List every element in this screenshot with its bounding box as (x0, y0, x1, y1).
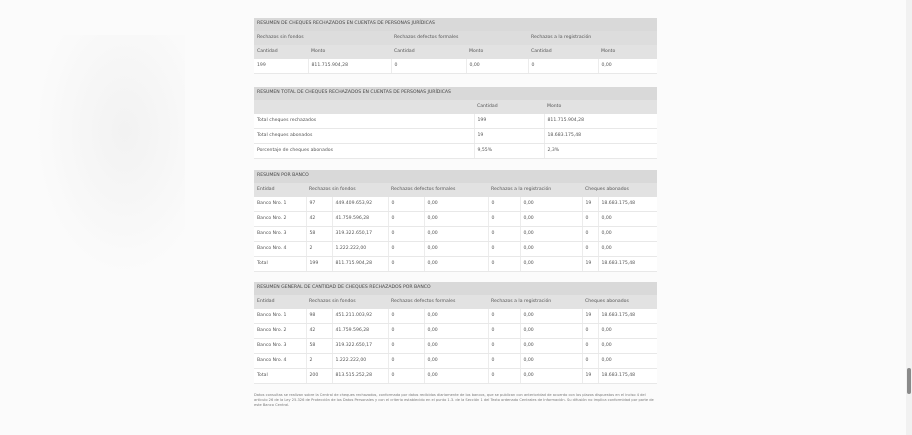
cell: 0 (388, 324, 424, 339)
row-label: Total (254, 369, 306, 384)
column-header: Rechazos sin fondos (306, 295, 388, 309)
table-row (254, 144, 657, 159)
cell: 0 (488, 242, 520, 257)
column-header: Monto (544, 100, 657, 114)
cell: 58 (306, 339, 332, 354)
row-label: Banco Nro. 3 (254, 227, 306, 242)
cell: 0 (582, 339, 598, 354)
cell: 0,00 (520, 257, 582, 272)
row-label: Total (254, 257, 306, 272)
section-title: RESUMEN GENERAL DE CANTIDAD DE CHEQUES RECHAZADOS POR BANCO (254, 282, 657, 295)
row-label: Banco Nro. 4 (254, 242, 306, 257)
row-label: Porcentaje de cheques abonados (254, 144, 474, 159)
table-row (254, 114, 657, 129)
cell: 319.322.650,17 (332, 339, 388, 354)
cell: 0 (388, 197, 424, 212)
cell: 0 (488, 354, 520, 369)
table-row (254, 129, 657, 144)
column-header: Monto (308, 45, 391, 59)
cell: 0 (388, 227, 424, 242)
footnote-text: Datos consultas se realizan sobre la Central de cheques rechazados, conformada por datos recibidos diariamente de los bancos, que se publican con anterioridad de acuerdo con los plazos dispuestos en el inciso 4 del artículo 26 de la Ley 25.326 de Protección de los Datos Personales y con el criterio establecido en el punto 1.3. de la Sección 1 del Texto ordenado Centrales de Información. Su difusión no implica conformidad por parte de este Banco Central. (254, 393, 654, 407)
cell: 19 (582, 197, 598, 212)
cell: 0 (388, 339, 424, 354)
cell: 199 (306, 257, 332, 272)
cell: 0,00 (598, 354, 657, 369)
cell: 98 (306, 309, 332, 324)
cell: 199 (474, 114, 544, 129)
cell: 0 (582, 227, 598, 242)
table-row (254, 354, 657, 369)
row-label: Banco Nro. 1 (254, 309, 306, 324)
cell: 0 (388, 212, 424, 227)
row-label: Banco Nro. 1 (254, 197, 306, 212)
group-header: Rechazos a la registración (528, 31, 657, 45)
cell: 19 (582, 309, 598, 324)
column-header: Rechazos sin fondos (306, 183, 388, 197)
cell: 811.715.904,28 (332, 257, 388, 272)
cell: 19 (582, 369, 598, 384)
table-row (254, 309, 657, 324)
cell: 449.409.653,92 (332, 197, 388, 212)
table-row-total (254, 257, 657, 272)
table-row (254, 197, 657, 212)
cell: 2 (306, 242, 332, 257)
cell: 0 (391, 59, 466, 74)
cell: 0 (388, 242, 424, 257)
table-summary-by-bank (254, 170, 657, 272)
cell: 18.683.175,48 (544, 129, 657, 144)
cell: 0,00 (424, 309, 488, 324)
cell: 0,00 (520, 369, 582, 384)
cell: 1.222.222,00 (332, 354, 388, 369)
cell: 0,00 (598, 212, 657, 227)
cell: 0,00 (598, 339, 657, 354)
table-row (254, 59, 657, 74)
table-summary-rejected (254, 18, 657, 74)
cell: 2 (306, 354, 332, 369)
cell: 199 (254, 59, 308, 74)
cell: 0 (388, 257, 424, 272)
cell: 41.759.596,28 (332, 324, 388, 339)
cell: 0,00 (598, 59, 657, 74)
cell: 0,00 (424, 212, 488, 227)
cell: 0,00 (520, 339, 582, 354)
cell: 0,00 (520, 242, 582, 257)
cell: 0 (488, 197, 520, 212)
row-label: Total cheques rechazados (254, 114, 474, 129)
cell: 2,3% (544, 144, 657, 159)
cell: 0 (488, 369, 520, 384)
group-header: Rechazos sin fondos (254, 31, 391, 45)
cell: 19 (582, 257, 598, 272)
cell: 0,00 (466, 59, 528, 74)
cell: 813.515.252,28 (332, 369, 388, 384)
cell: 42 (306, 212, 332, 227)
cell: 0 (488, 257, 520, 272)
column-header: Rechazos a la registración (488, 183, 582, 197)
section-title: RESUMEN TOTAL DE CHEQUES RECHAZADOS EN CUENTAS DE PERSONAS JURÍDICAS (254, 87, 657, 100)
column-header: Entidad (254, 183, 306, 197)
row-label: Banco Nro. 2 (254, 324, 306, 339)
column-header: Cheques abonados (582, 295, 657, 309)
section-title: RESUMEN POR BANCO (254, 170, 657, 183)
column-header-empty (254, 100, 474, 114)
cell: 451.211.003,92 (332, 309, 388, 324)
row-label: Banco Nro. 3 (254, 339, 306, 354)
cell: 0,00 (424, 339, 488, 354)
cell: 18.683.175,48 (598, 309, 657, 324)
cell: 0 (488, 227, 520, 242)
table-row (254, 339, 657, 354)
background-blur (35, 35, 185, 275)
column-header: Monto (466, 45, 528, 59)
cell: 0,00 (598, 227, 657, 242)
cell: 0 (388, 354, 424, 369)
cell: 0,00 (424, 257, 488, 272)
cell: 0,00 (424, 354, 488, 369)
cell: 0 (582, 242, 598, 257)
cell: 1.222.222,00 (332, 242, 388, 257)
cell: 0 (388, 369, 424, 384)
cell: 97 (306, 197, 332, 212)
cell: 0,00 (520, 309, 582, 324)
column-header: Entidad (254, 295, 306, 309)
column-header: Rechazos defectos formales (388, 183, 488, 197)
cell: 0 (582, 354, 598, 369)
cell: 0,00 (424, 324, 488, 339)
table-row (254, 212, 657, 227)
cell: 18.683.175,48 (598, 197, 657, 212)
cell: 200 (306, 369, 332, 384)
cell: 319.322.650,17 (332, 227, 388, 242)
table-row (254, 227, 657, 242)
column-header: Monto (598, 45, 657, 59)
cell: 0,00 (598, 324, 657, 339)
cell: 0,00 (520, 324, 582, 339)
cell: 18.683.175,48 (598, 257, 657, 272)
column-header: Cantidad (474, 100, 544, 114)
cell: 0,00 (520, 197, 582, 212)
cell: 41.759.596,28 (332, 212, 388, 227)
cell: 0 (488, 339, 520, 354)
cell: 811.715.904,28 (544, 114, 657, 129)
cell: 19 (474, 129, 544, 144)
cell: 0 (582, 324, 598, 339)
cell: 9,55% (474, 144, 544, 159)
table-total-rejected (254, 87, 657, 159)
cell: 0,00 (520, 227, 582, 242)
column-header: Cantidad (254, 45, 308, 59)
cell: 0 (528, 59, 598, 74)
cell: 0 (488, 212, 520, 227)
row-label: Banco Nro. 2 (254, 212, 306, 227)
cell: 0,00 (520, 212, 582, 227)
cell: 0,00 (424, 369, 488, 384)
cell: 0,00 (424, 227, 488, 242)
cell: 0 (388, 309, 424, 324)
cell: 0 (582, 212, 598, 227)
table-row-total (254, 369, 657, 384)
column-header: Cheques abonados (582, 183, 657, 197)
cell: 42 (306, 324, 332, 339)
cell: 0,00 (598, 242, 657, 257)
row-label: Total cheques abonados (254, 129, 474, 144)
column-header: Cantidad (391, 45, 466, 59)
row-label: Banco Nro. 4 (254, 354, 306, 369)
column-header: Rechazos a la registración (488, 295, 582, 309)
table-row (254, 242, 657, 257)
group-header: Rechazos defectos formales (391, 31, 528, 45)
column-header: Rechazos defectos formales (388, 295, 488, 309)
cell: 811.715.904,28 (308, 59, 391, 74)
cell: 0,00 (520, 354, 582, 369)
scrollbar-thumb[interactable] (907, 368, 911, 394)
cell: 0 (488, 324, 520, 339)
cell: 0,00 (424, 242, 488, 257)
cell: 58 (306, 227, 332, 242)
table-general-by-bank (254, 282, 657, 384)
cell: 18.683.175,48 (598, 369, 657, 384)
cell: 0,00 (424, 197, 488, 212)
column-header: Cantidad (528, 45, 598, 59)
table-row (254, 324, 657, 339)
cell: 0 (488, 309, 520, 324)
section-title: RESUMEN DE CHEQUES RECHAZADOS EN CUENTAS DE PERSONAS JURÍDICAS (254, 18, 657, 31)
